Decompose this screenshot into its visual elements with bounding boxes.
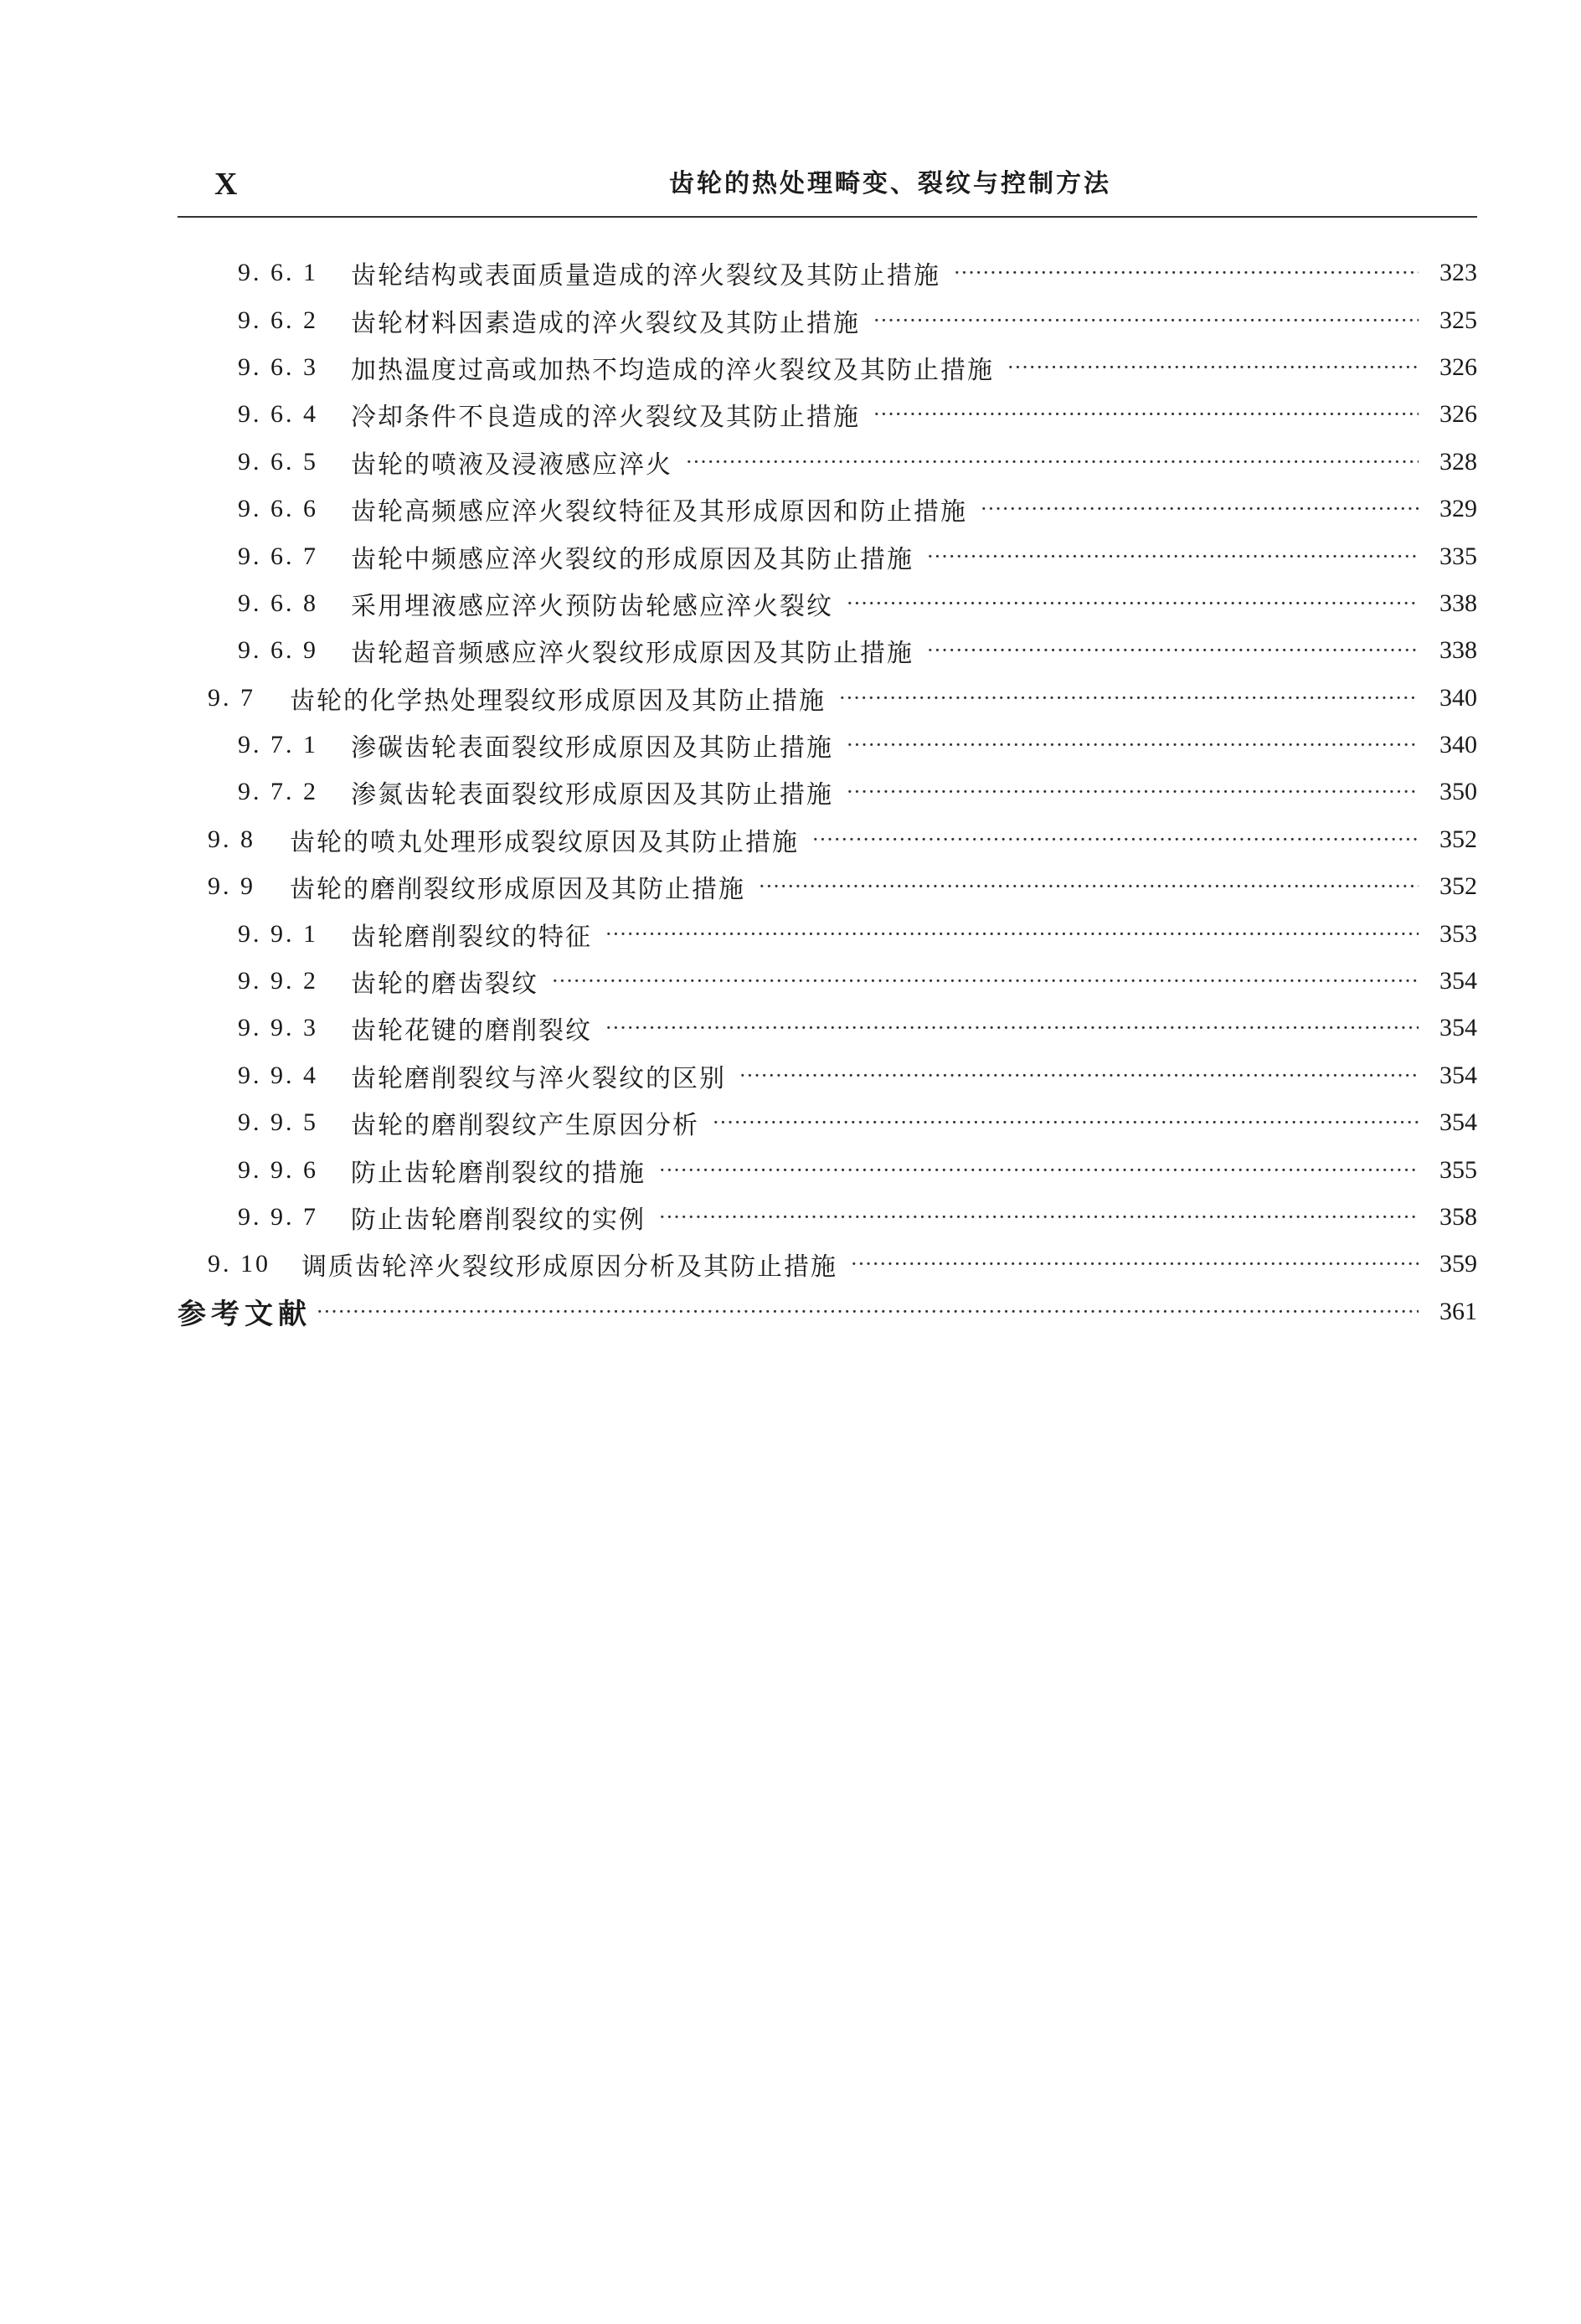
toc-entry-page: 353 <box>1439 919 1477 948</box>
dot-leader <box>927 547 1419 567</box>
dot-leader <box>812 830 1419 850</box>
page-header <box>178 164 1477 218</box>
toc-entry <box>178 910 1477 957</box>
toc-entry-number: 9. 6. 5 <box>238 447 318 476</box>
toc-entry-title: 防止齿轮磨削裂纹的措施 <box>351 1158 646 1188</box>
toc-entry-page: 354 <box>1439 1061 1477 1089</box>
toc-entry-page: 340 <box>1439 731 1477 759</box>
toc-entry-page: 338 <box>1439 636 1477 665</box>
toc-entry-number: 9. 7. 2 <box>238 778 318 806</box>
toc-entry-page: 354 <box>1439 967 1477 995</box>
toc-entry-number: 9. 9. 2 <box>238 967 318 995</box>
toc-entry <box>178 249 1477 296</box>
toc-entry-page: 358 <box>1439 1203 1477 1231</box>
toc-entry-page: 359 <box>1439 1250 1477 1278</box>
toc-entry <box>178 816 1477 863</box>
toc-entry-page: 355 <box>1439 1155 1477 1184</box>
toc-entry-title: 冷却条件不良造成的淬火裂纹及其防止措施 <box>351 403 860 433</box>
toc-entry <box>178 863 1477 910</box>
toc-entry <box>178 1052 1477 1099</box>
toc-entry-title: 齿轮的磨齿裂纹 <box>351 969 538 1000</box>
toc-entry-title: 齿轮花键的磨削裂纹 <box>351 1016 592 1046</box>
table-of-contents <box>178 249 1477 1335</box>
dot-leader <box>759 877 1419 897</box>
dot-leader <box>1007 357 1419 378</box>
toc-entry-title: 齿轮的喷液及浸液感应淬火 <box>351 450 672 480</box>
toc-entry <box>178 675 1477 722</box>
running-title: 齿轮的热处理畸变、裂纹与控制方法 <box>669 169 1111 198</box>
toc-entry-page: 323 <box>1439 259 1477 287</box>
toc-entry-number: 9. 6. 4 <box>238 400 318 429</box>
toc-entry-page: 328 <box>1439 447 1477 476</box>
toc-entry <box>178 439 1477 486</box>
toc-entry-page: 335 <box>1439 542 1477 570</box>
toc-entry-title: 采用埋液感应淬火预防齿轮感应淬火裂纹 <box>351 591 833 621</box>
toc-entry <box>178 532 1477 579</box>
dot-leader <box>954 263 1419 283</box>
toc-entry-title: 齿轮中频感应淬火裂纹的形成原因及其防止措施 <box>351 544 914 574</box>
toc-entry-title: 齿轮结构或表面质量造成的淬火裂纹及其防止措施 <box>351 261 940 291</box>
toc-entry-number: 9. 6. 3 <box>238 352 318 381</box>
toc-entry <box>178 1241 1477 1288</box>
toc-entry-number: 9. 9. 7 <box>238 1203 318 1231</box>
toc-entry-number: 9. 6. 9 <box>238 636 318 665</box>
toc-entry <box>178 580 1477 627</box>
dot-leader <box>605 1018 1419 1038</box>
toc-entry <box>178 769 1477 815</box>
toc-entry-number: 9. 9. 6 <box>238 1155 318 1184</box>
toc-entry-page: 329 <box>1439 495 1477 523</box>
toc-entry <box>178 1194 1477 1241</box>
toc-entry-number: 9. 8 <box>208 825 255 853</box>
toc-entry-title: 渗碳齿轮表面裂纹形成原因及其防止措施 <box>351 733 833 764</box>
toc-entry-page: 352 <box>1439 872 1477 901</box>
dot-leader <box>839 688 1419 708</box>
toc-entry-title: 齿轮的喷丸处理形成裂纹原因及其防止措施 <box>290 827 799 857</box>
toc-entry-page: 325 <box>1439 306 1477 334</box>
toc-entry-page: 350 <box>1439 778 1477 806</box>
toc-entry-number: 9. 9. 3 <box>238 1014 318 1042</box>
dot-leader <box>659 1207 1419 1227</box>
toc-entry-title: 齿轮磨削裂纹与淬火裂纹的区别 <box>351 1063 726 1093</box>
toc-entry-number: 9. 9. 5 <box>238 1108 318 1137</box>
toc-entry-title: 齿轮的化学热处理裂纹形成原因及其防止措施 <box>290 686 826 716</box>
toc-entry-number: 9. 9. 1 <box>238 919 318 948</box>
toc-entry <box>178 1005 1477 1051</box>
toc-entry-number: 9. 6. 6 <box>238 495 318 523</box>
toc-entry-page: 340 <box>1439 683 1477 712</box>
toc-entry <box>178 958 1477 1005</box>
toc-entry-number: 9. 6. 2 <box>238 306 318 334</box>
toc-entry-page: 352 <box>1439 825 1477 853</box>
toc-entry-page: 338 <box>1439 589 1477 617</box>
toc-entry-page: 354 <box>1439 1108 1477 1137</box>
toc-entry-number: 9. 6. 8 <box>238 589 318 617</box>
dot-leader <box>847 594 1419 614</box>
header-rule <box>178 216 1477 218</box>
dot-leader <box>981 499 1419 519</box>
toc-entry-number: 9. 9. 4 <box>238 1061 318 1089</box>
toc-entry-page: 354 <box>1439 1014 1477 1042</box>
toc-entry-title: 齿轮材料因素造成的淬火裂纹及其防止措施 <box>351 308 860 338</box>
dot-leader <box>847 735 1419 755</box>
dot-leader <box>713 1113 1419 1133</box>
toc-entry <box>178 296 1477 343</box>
dot-leader <box>659 1160 1419 1180</box>
toc-entry-title: 齿轮磨削裂纹的特征 <box>351 922 592 952</box>
dot-leader <box>847 782 1419 802</box>
toc-entry <box>178 1099 1477 1146</box>
dot-leader <box>317 1302 1419 1322</box>
toc-entry <box>178 1288 1477 1335</box>
toc-entry-page: 326 <box>1439 352 1477 381</box>
toc-entry-page: 326 <box>1439 400 1477 429</box>
toc-entry-number: 9. 7. 1 <box>238 731 318 759</box>
dot-leader <box>873 311 1419 331</box>
toc-entry-title: 齿轮的磨削裂纹形成原因及其防止措施 <box>290 875 745 905</box>
toc-entry-title: 渗氮齿轮表面裂纹形成原因及其防止措施 <box>351 780 833 810</box>
toc-entry-page: 361 <box>1439 1297 1477 1325</box>
dot-leader <box>605 924 1419 944</box>
toc-entry-number: 9. 6. 7 <box>238 542 318 570</box>
dot-leader <box>739 1066 1419 1086</box>
toc-entry-number: 9. 10 <box>208 1250 270 1278</box>
toc-entry-title: 调质齿轮淬火裂纹形成原因分析及其防止措施 <box>301 1252 837 1283</box>
toc-entry <box>178 391 1477 438</box>
toc-entry-title: 齿轮超音频感应淬火裂纹形成原因及其防止措施 <box>351 639 914 669</box>
dot-leader <box>686 452 1419 472</box>
dot-leader <box>851 1254 1419 1274</box>
toc-entry-title: 齿轮的磨削裂纹产生原因分析 <box>351 1111 699 1141</box>
toc-entry <box>178 344 1477 391</box>
toc-entry <box>178 1146 1477 1193</box>
toc-entry <box>178 486 1477 532</box>
page-number: X <box>214 167 238 202</box>
toc-entry-number: 9. 7 <box>208 683 255 712</box>
toc-entry-number: 9. 6. 1 <box>238 259 318 287</box>
dot-leader <box>552 971 1419 991</box>
toc-entry-title: 参考文献 <box>178 1298 312 1332</box>
toc-entry-number: 9. 9 <box>208 872 255 901</box>
toc-entry-title: 加热温度过高或加热不均造成的淬火裂纹及其防止措施 <box>351 355 994 385</box>
dot-leader <box>873 404 1419 424</box>
dot-leader <box>927 640 1419 661</box>
toc-entry <box>178 722 1477 769</box>
toc-entry <box>178 627 1477 674</box>
toc-entry-title: 齿轮高频感应淬火裂纹特征及其形成原因和防止措施 <box>351 497 967 527</box>
toc-entry-title: 防止齿轮磨削裂纹的实例 <box>351 1206 646 1235</box>
